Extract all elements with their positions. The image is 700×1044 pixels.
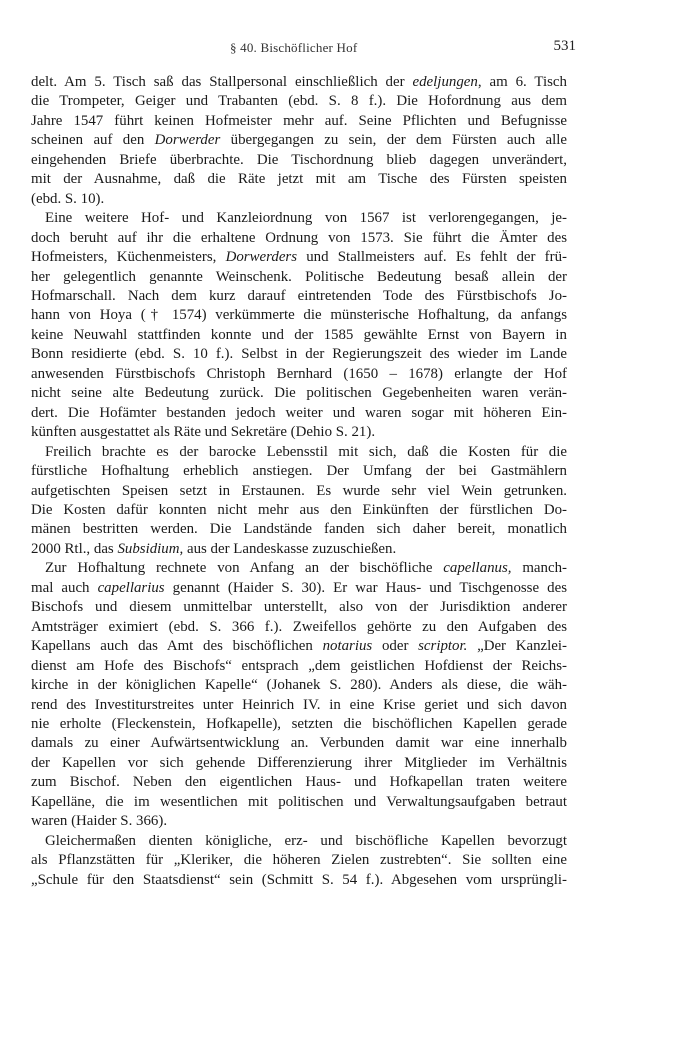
text-line [31, 92, 567, 111]
text-line [31, 190, 567, 209]
text-line [31, 209, 567, 228]
text-segment: „Schule für den Staatsdienst“ sein (Schmitt S. 54 f.). Abgesehen vom ursprüngli- [31, 871, 567, 888]
text-segment: genannt (Haider S. 30). Er war Haus- und Tischgenosse des [164, 579, 567, 596]
text-line [31, 131, 567, 150]
text-line [31, 637, 567, 656]
text-segment: doch beruht auf ihr die erhaltene Ordnung von 1573. Sie führt die Ämter des [31, 229, 567, 246]
text-line [31, 832, 567, 851]
text-segment: nicht seine alte Bedeutung zurück. Die politischen Gegebenheiten waren verän- [31, 385, 567, 402]
text-line [31, 268, 567, 287]
text-segment: keine Neuwahl stattfinden konnte und der 1585 gewählte Ernst von Bayern in [31, 326, 567, 343]
text-segment: der Kapellen vor sich gehende Differenzierung ihrer Mitglieder im Verhältnis [31, 754, 567, 771]
italic-term: capellarius [97, 579, 165, 596]
text-segment: mänen bestritten werden. Die Landstände fanden sich daher bereit, monatlich [31, 521, 567, 538]
text-line [31, 618, 567, 637]
text-line [31, 345, 567, 364]
text-segment: Die Kosten dafür konnten nicht mehr aus den Einkünften der fürstlichen Do- [31, 501, 567, 518]
text-segment: Freilich brachte es der barocke Lebensstil mit sich, daß die Kosten für die [45, 443, 567, 460]
text-line [31, 404, 567, 423]
text-segment: Kapelläne, die im wesentlichen mit politischen und Verwaltungsaufgaben betraut [31, 793, 567, 810]
body-text [31, 73, 567, 890]
text-segment: waren (Haider S. 366). [31, 813, 168, 830]
text-line [31, 287, 567, 306]
text-segment: als Pflanzstätten für „Kleriker, die höheren Zielen zustrebten“. Sie sollten eine [31, 852, 567, 869]
text-line [31, 754, 567, 773]
text-line [31, 773, 567, 792]
italic-term: scriptor. [418, 638, 468, 655]
italic-term: Dorwerders [225, 249, 298, 266]
text-segment: fürstliche Hofhaltung erheblich anstiegen. Der Umfang der bei Gastmählern [31, 463, 567, 480]
italic-term: Dorwerder [154, 132, 221, 149]
text-line [31, 501, 567, 520]
italic-term: edeljungen [412, 74, 478, 90]
text-line [31, 540, 567, 559]
text-line [31, 734, 567, 753]
running-head: § 40. Bischöflicher Hof [230, 40, 358, 55]
text-line [31, 598, 567, 617]
italic-term: Subsidium, [117, 540, 184, 557]
text-segment: Amtsträger eximiert (ebd. S. 366 f.). Zweifellos gehörte zu den Aufgaben des [31, 618, 567, 635]
text-line [31, 443, 567, 462]
text-line [31, 559, 567, 578]
text-segment: zum Bischof. Neben den eigentlichen Haus- und Hofkapellan traten weitere [31, 774, 567, 791]
italic-term: notarius [322, 638, 373, 655]
text-segment: aus der Landeskasse zuzuschießen. [183, 540, 397, 557]
text-segment: anwesenden Fürstbischofs Christoph Bernhard (1650 – 1678) erlangte der Hof [31, 365, 567, 382]
text-segment: mal auch [31, 579, 98, 596]
text-line [31, 423, 567, 442]
italic-term: capellanus, [443, 560, 512, 577]
text-line [31, 229, 567, 248]
text-segment: Bischofs und diesem unmittelbar unterstellt, also von der Jurisdiktion anderer [31, 599, 567, 616]
text-line [31, 676, 567, 695]
text-line [31, 482, 567, 501]
text-segment: Hofmeisters, Küchenmeisters, [31, 249, 226, 266]
text-segment: dienst am Hofe des Bischofs“ entsprach „dem geistlichen Hofdienst der Reichs- [31, 657, 567, 674]
text-segment: eingehenden Briefe überbrachte. Die Tischordnung blieb dagegen unverändert, [31, 151, 567, 168]
text-segment: Zur Hofhaltung rechnete von Anfang an der bischöfliche [45, 560, 444, 577]
text-line [31, 306, 567, 325]
text-segment: die Trompeter, Geiger und Trabanten (ebd. S. 8 f.). Die Hofordnung aus dem [31, 93, 567, 110]
text-segment: her gelegentlich genannte Weinschenk. Politische Bedeutung besaß allein der [31, 268, 567, 285]
page-number: 531 [553, 38, 576, 54]
text-segment: (ebd. S. 10). [31, 190, 105, 207]
text-line [31, 696, 567, 715]
text-segment: Eine weitere Hof- und Kanzleiordnung von 1567 ist verlorengegangen, je- [45, 210, 567, 227]
text-line [31, 326, 567, 345]
text-segment: Jahre 1547 führt keinen Hofmeister mehr auf. Seine Pflichten und Befugnisse [31, 112, 567, 129]
text-segment: nie erholte (Fleckenstein, Hofkapelle), setzten die bischöflichen Kapellen gerade [31, 715, 567, 732]
text-segment: aufgetischten Speisen setzt in Erstaunen. Es wurde sehr viel Wein getrunken. [31, 482, 567, 499]
text-line [31, 365, 567, 384]
text-line [31, 793, 567, 812]
text-line [31, 73, 567, 92]
text-line [31, 248, 567, 267]
text-segment: delt. Am 5. Tisch saß das Stallpersonal einschließlich der [31, 74, 413, 90]
text-segment: und Stallmeisters auf. Es fehlt der frü- [297, 249, 567, 266]
text-line [31, 871, 567, 890]
text-segment: oder [372, 638, 419, 655]
text-segment: künften ausgestattet als Räte und Sekretäre (Dehio S. 21). [31, 424, 376, 441]
text-segment: Hofmarschall. Nach dem kurz darauf eintretenden Tode des Fürstbischofs Jo- [31, 287, 567, 304]
text-segment: kirche in der königlichen Kapelle“ (Johanek S. 280). Anders als diese, die wäh- [31, 677, 567, 694]
text-segment: 2000 Rtl., das [31, 540, 118, 557]
text-segment: scheinen auf den [31, 132, 155, 149]
text-line [31, 170, 567, 189]
text-segment: mit der Ausnahme, daß die Räte jetzt mit am Tische des Fürsten speisten [31, 171, 567, 188]
text-segment: Bonn residierte (ebd. S. 10 f.). Selbst in der Regierungszeit des wieder im Lande [31, 346, 567, 363]
text-segment: damals zu einer Aufwärtsentwicklung an. Verbunden damit war eine innerhalb [31, 735, 567, 752]
text-line [31, 579, 567, 598]
text-segment: dert. Die Hofämter bestanden jedoch weiter und waren sogar mit höheren Ein- [31, 404, 567, 421]
text-segment: hann von Hoya († 1574) verkümmerte die münsterische Hofhaltung, da anfangs [31, 307, 567, 324]
text-segment: manch- [511, 560, 567, 577]
text-segment: Kapellans auch das Amt des bischöflichen [31, 638, 323, 655]
text-line [31, 151, 567, 170]
text-segment: „Der Kanzlei- [467, 638, 567, 655]
text-line [31, 657, 567, 676]
text-line [31, 112, 567, 131]
text-line [31, 520, 567, 539]
text-segment: übergegangen zu sein, der dem Fürsten auch alle [220, 132, 567, 149]
text-segment: rend des Investiturstreites unter Heinrich IV. in eine Krise geriet und sich davon [31, 696, 567, 713]
text-line [31, 462, 567, 481]
text-line [31, 812, 567, 831]
text-line [31, 384, 567, 403]
text-segment: Gleichermaßen dienten königliche, erz- und bischöfliche Kapellen bevorzugt [45, 832, 567, 849]
text-line [31, 715, 567, 734]
text-segment: , am 6. Tisch [477, 74, 567, 90]
text-line [31, 851, 567, 870]
